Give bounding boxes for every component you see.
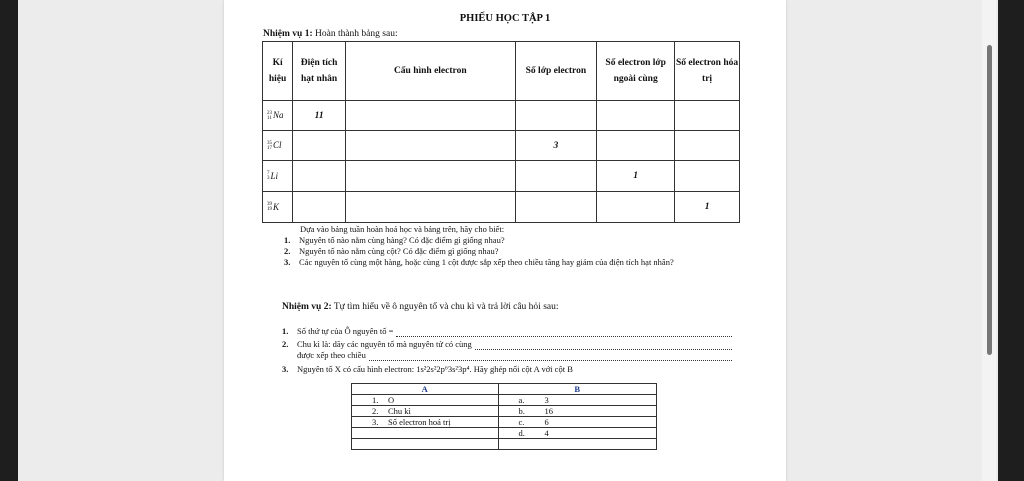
table-cell[interactable] (675, 101, 740, 131)
table-cell[interactable]: 1 (597, 161, 675, 192)
question-list-1 (284, 235, 764, 268)
list-item: 3. Các nguyên tố cùng một hàng, hoặc cùng 1 cột được sắp xếp theo chiều tăng hay giảm của điện tích hạt nhân? (284, 257, 674, 267)
scrollbar-thumb[interactable] (987, 45, 992, 355)
column-a-cell: 3. Số electron hoá trị (352, 417, 499, 428)
task1-heading (263, 29, 398, 39)
table-cell[interactable] (597, 131, 675, 161)
table-row (263, 161, 740, 192)
task2-label: Nhiệm vụ 2: (282, 302, 332, 312)
table-row (263, 131, 740, 161)
column-b-cell: c. 6 (498, 417, 657, 428)
list-item-continuation: được xếp theo chiều (282, 350, 732, 361)
list-item: 2. Nguyên tố nào nằm cùng cột? Có đặc điểm gì giống nhau? (284, 246, 499, 256)
element-table (262, 41, 740, 223)
table-cell[interactable] (346, 131, 516, 161)
col-header-valence: Số electron hóa trị (675, 42, 740, 101)
column-a-header: A (352, 384, 499, 395)
table-row (263, 101, 740, 131)
table-cell[interactable] (293, 192, 346, 223)
element-symbol: 23 11 Na (263, 101, 293, 131)
table-cell[interactable] (675, 131, 740, 161)
task2-text: Tự tìm hiểu về ô nguyên tố và chu kì và trả lời câu hỏi sau: (333, 302, 559, 312)
answer-blank[interactable] (396, 328, 732, 337)
table-cell[interactable] (293, 161, 346, 192)
task2-heading (282, 302, 559, 312)
element-symbol: 35 17 Cl (263, 131, 293, 161)
task1-text: Hoàn thành bảng sau: (315, 29, 398, 39)
table-cell[interactable] (597, 101, 675, 131)
left-frame (0, 0, 18, 481)
col-header-outer-electrons: Số electron lớp ngoài cùng (597, 42, 675, 101)
column-b-cell: a. 3 (498, 395, 657, 406)
table-cell[interactable] (293, 131, 346, 161)
table-cell[interactable] (515, 192, 597, 223)
list-item: 1. Số thứ tự của Ô nguyên tố = (282, 326, 732, 337)
table-cell[interactable]: 3 (515, 131, 597, 161)
table-cell[interactable]: 11 (293, 101, 346, 131)
column-b-header: B (498, 384, 657, 395)
list-item: 3. Nguyên tố X có cấu hình electron: 1s²2s²2p⁶3s²3p⁴. Hãy ghép nối cột A với cột B (282, 364, 573, 374)
list-item: 2. Chu kì là: dãy các nguyên tố mà nguyên tử có cùng (282, 339, 732, 350)
table-row (352, 439, 657, 450)
element-symbol: 7 3 Li (263, 161, 293, 192)
question-list-2 (282, 326, 732, 375)
answer-blank[interactable] (475, 341, 732, 350)
col-header-layers: Số lớp electron (515, 42, 597, 101)
task1-label: Nhiệm vụ 1: (263, 29, 313, 39)
table-row (263, 192, 740, 223)
col-header-symbol: Kí hiệu (263, 42, 293, 101)
document-page (224, 0, 786, 481)
table-cell[interactable] (515, 101, 597, 131)
table-cell[interactable] (515, 161, 597, 192)
table-cell[interactable] (346, 192, 516, 223)
table-row (352, 395, 657, 406)
matching-table (351, 383, 657, 450)
col-header-charge: Điện tích hạt nhân (293, 42, 346, 101)
element-symbol: 39 19 K (263, 192, 293, 223)
table-cell[interactable] (346, 101, 516, 131)
table-cell[interactable] (597, 192, 675, 223)
table-row (352, 428, 657, 439)
column-a-cell (352, 439, 499, 450)
table-cell[interactable] (346, 161, 516, 192)
page-title: PHIẾU HỌC TẬP 1 (459, 13, 551, 24)
column-a-cell: 1. O (352, 395, 499, 406)
col-header-config: Cấu hình electron (346, 42, 516, 101)
column-b-cell: d. 4 (498, 428, 657, 439)
table-row (352, 417, 657, 428)
right-frame (998, 0, 1024, 481)
column-a-cell: 2. Chu kì (352, 406, 499, 417)
column-a-cell (352, 428, 499, 439)
table-row (352, 406, 657, 417)
column-b-cell (498, 439, 657, 450)
intro-text: Dựa vào bảng tuần hoàn hoá học và bảng trên, hãy cho biết: (300, 224, 505, 234)
column-b-cell: b. 16 (498, 406, 657, 417)
table-cell[interactable] (675, 161, 740, 192)
table-cell[interactable]: 1 (675, 192, 740, 223)
list-item: 1. Nguyên tố nào nằm cùng hàng? Có đặc điểm gì giống nhau? (284, 235, 505, 245)
answer-blank[interactable] (369, 352, 732, 361)
